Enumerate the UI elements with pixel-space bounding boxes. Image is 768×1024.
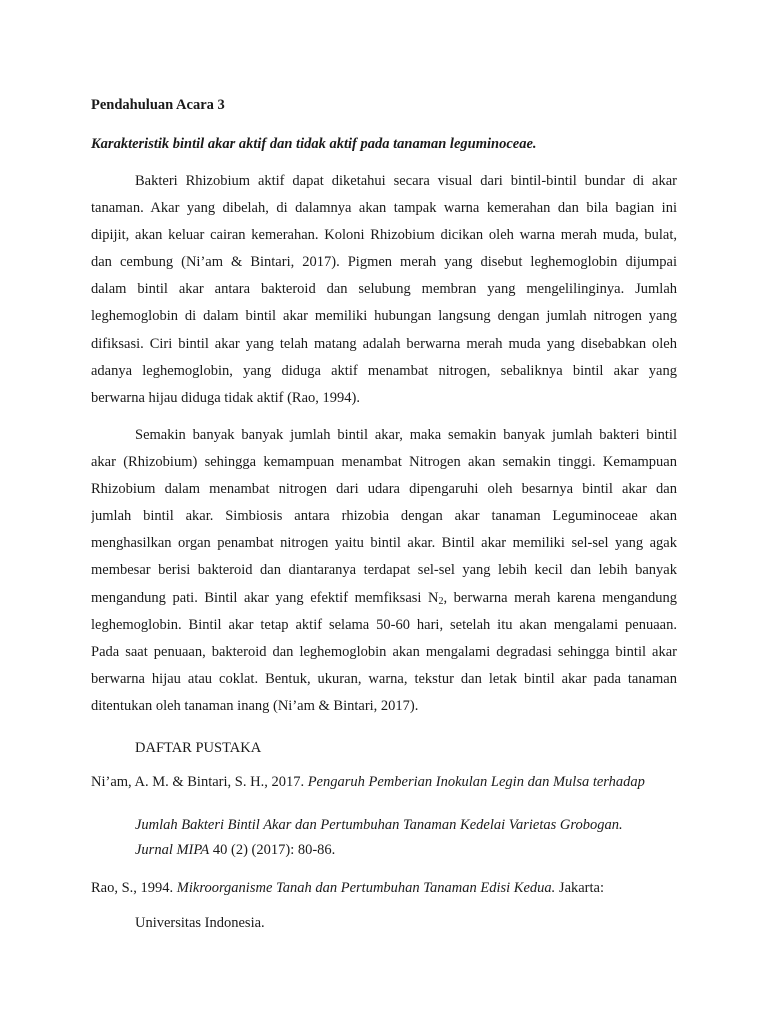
paragraph-line: ditentukan oleh tanaman inang (Ni’am & Bintari, 2017). (91, 697, 419, 714)
paragraph-line-nitrogen (91, 585, 677, 612)
document-title: Pendahuluan Acara 3 (91, 97, 225, 113)
paragraph-line: membesar berisi bakteroid dan diantaranya terdapat sel-sel yang lebih kecil dan lebih banyak (91, 562, 677, 579)
reference-title: Mikroorganisme Tanah dan Pertumbuhan Tanaman Edisi Kedua. (176, 880, 556, 896)
reference-2-line-2 (135, 913, 265, 933)
paragraph-line: Pada saat penuaan, bakteroid dan leghemoglobin akan mengalami degradasi sehingga bintil akar (91, 643, 677, 660)
reference-journal: Jurnal MIPA (135, 842, 210, 858)
references-title: DAFTAR PUSTAKA (135, 740, 262, 756)
reference-1-line-3 (135, 840, 335, 860)
paragraph-line: dipijit, akan keluar cairan kemerahan. Koloni Rhizobium dicikan oleh warna merah muda, bulat, (91, 227, 677, 244)
paragraph-line: Rhizobium dalam menambat nitrogen dari udara dipengaruhi oleh besarnya bintil akar dan (91, 481, 677, 498)
paragraph-line: dan cembung (Ni’am & Bintari, 2017). Pigmen merah yang disebut leghemoglobin dijumpai (91, 254, 677, 271)
section-title: Karakteristik bintil akar aktif dan tidak aktif pada tanaman leguminoceae. (91, 136, 537, 152)
reference-title: Jumlah Bakteri Bintil Akar dan Pertumbuhan Tanaman Kedelai Varietas Grobogan. (135, 817, 623, 833)
paragraph-2 (91, 422, 677, 720)
paragraph-line: tanaman. Akar yang dibelah, di dalamnya akan tampak warna kemerahan dan bila bagian ini (91, 200, 677, 217)
paragraph-line: akar (Rhizobium) sehingga kemampuan menambat Nitrogen akan semakin tinggi. Kemampuan (91, 454, 677, 471)
paragraph-line: difiksasi. Ciri bintil akar yang telah matang adalah berwarna merah muda yang disebabkan oleh (91, 335, 677, 352)
paragraph-text: , berwarna merah karena mengandung (443, 589, 677, 606)
subscript-2: 2 (438, 595, 444, 607)
reference-volume: 40 (2) (2017): 80-86. (209, 842, 336, 858)
reference-1-line-1 (91, 772, 645, 792)
paragraph-line: berwarna hijau atau coklat. Bentuk, ukuran, warna, tekstur dan letak bintil akar pada tanaman (91, 670, 677, 687)
paragraph-1 (91, 168, 677, 412)
paragraph-line: menghasilkan organ penambat nitrogen yaitu bintil akar. Bintil akar memiliki sel-sel yang agak (91, 535, 677, 552)
paragraph-line: berwarna hijau diduga tidak aktif (Rao, 1994). (91, 389, 360, 406)
paragraph-line: Bakteri Rhizobium aktif dapat diketahui secara visual dari bintil-bintil bundar di akar (135, 173, 677, 189)
paragraph-text: mengandung pati. Bintil akar yang efektif memfiksasi N (91, 589, 439, 606)
reference-authors: Ni’am, A. M. & Bintari, S. H., 2017. (91, 774, 308, 790)
paragraph-line: adanya leghemoglobin, yang diduga aktif menambat nitrogen, sebaliknya bintil akar yang (91, 362, 677, 379)
paragraph-line: Semakin banyak banyak jumlah bintil akar, maka semakin banyak jumlah bakteri bintil (135, 427, 677, 443)
reference-place: Jakarta: (555, 880, 605, 896)
reference-authors: Rao, S., 1994. (91, 880, 177, 896)
reference-publisher: Universitas Indonesia. (135, 915, 265, 931)
paragraph-line: jumlah bintil akar. Simbiosis antara rhizobia dengan akar tanaman Leguminoceae akan (91, 508, 677, 525)
paragraph-line: dalam bintil akar antara bakteroid dan selubung membran yang mengelilinginya. Jumlah (91, 281, 677, 298)
paragraph-line: leghemoglobin di dalam bintil akar memiliki hubungan langsung dengan jumlah nitrogen yang (91, 308, 677, 325)
paragraph-line: leghemoglobin. Bintil akar tetap aktif selama 50-60 hari, setelah itu akan mengalami penuaan. (91, 616, 677, 633)
reference-2-line-1 (91, 878, 604, 898)
reference-title: Pengaruh Pemberian Inokulan Legin dan Mulsa terhadap (307, 774, 645, 790)
reference-1-line-2 (135, 815, 623, 835)
